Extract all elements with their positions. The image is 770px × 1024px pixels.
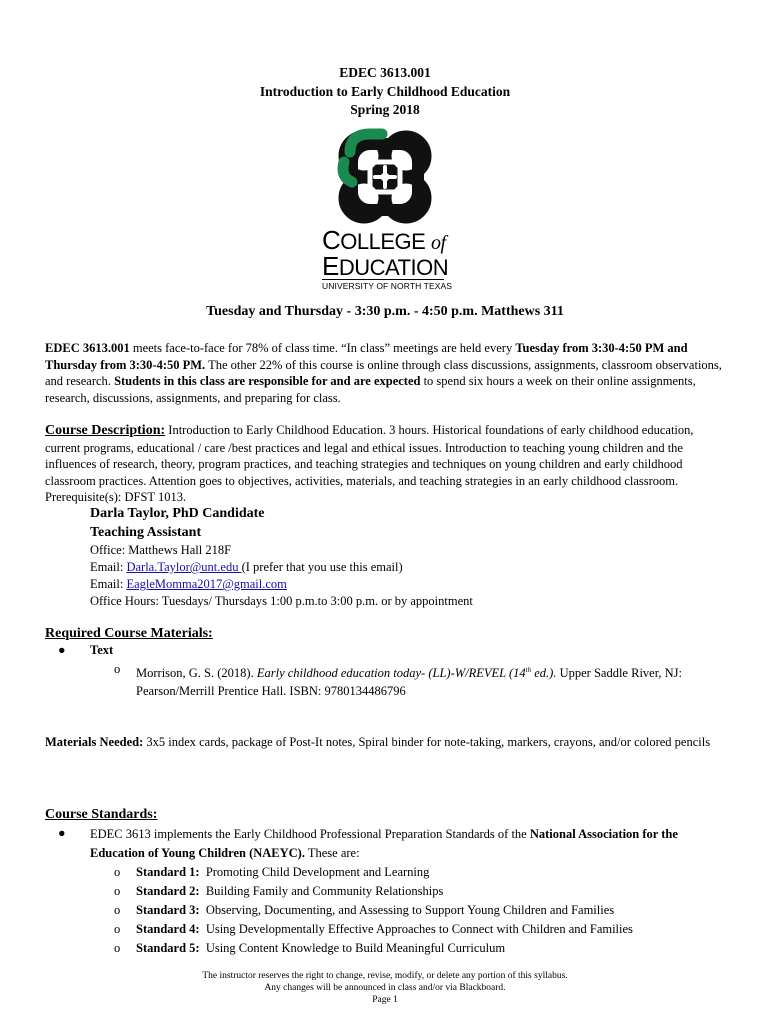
standard-item [136,883,443,899]
college-of-education-wordmark [322,225,453,292]
required-materials-heading-row [45,625,725,643]
meeting-time-line: Tuesday and Thursday - 3:30 p.m. - 4:50 p.m. Matthews 311 [206,304,564,319]
materials-needed-label: Materials Needed: [45,735,144,749]
materials-text-label: Text [90,643,114,657]
sub-bullet-icon: o [114,922,121,936]
ta-email1-link[interactable]: Darla.Taylor@unt.edu [126,560,242,574]
bullet-dot-icon: ● [58,643,66,657]
page-footer [0,970,770,1006]
course-standards-heading: Course Standards: [45,807,158,822]
required-materials-heading: Required Course Materials: [45,626,213,641]
intro-bold-2: Students in this class are responsible for and are expected [114,374,421,388]
materials-needed-paragraph [45,733,725,751]
ta-office: Office: Matthews Hall 218F [90,543,232,557]
book-title-end: ed.). [531,666,557,681]
standard-label: Standard 4: [136,922,200,936]
standard-text: Using Developmentally Effective Approaches to Connect with Children and Families [205,922,633,936]
wordmark-ducation: DUCATION [338,255,449,280]
standard-label: Standard 2: [136,884,200,898]
sub-bullet-icon: o [114,884,121,898]
ta-email1-note: (I prefer that you use this email) [241,560,403,574]
book-title: Early childhood education today- (LL)-W/REVEL (14 [256,666,526,681]
standard-item [136,921,633,937]
book-publisher: Upper Saddle River, NJ: Pearson/Merrill Prentice Hall. ISBN: 9780134486796 [136,666,682,699]
intro-paragraph [45,340,725,406]
standard-label: Standard 5: [136,941,200,955]
intro-text-1: meets face-to-face for 78% of class time. “In class” meetings are held every [129,341,516,355]
standard-item [136,902,614,918]
ta-office-hours: Office Hours: Tuesdays/ Thursdays 1:00 p.m.to 3:00 p.m. or by appointment [90,594,473,608]
intro-course-code: EDEC 3613.001 [45,341,130,355]
standards-intro [90,825,726,863]
book-edition-sup: th [525,666,532,674]
wordmark-university: UNIVERSITY OF NORTH TEXAS [322,281,453,291]
footer-line-2: Any changes will be announced in class and/or via Blackboard. [264,983,506,993]
standards-intro-end: These are: [304,846,360,860]
course-code-heading: EDEC 3613.001 [339,65,431,80]
ta-email1-label: Email: [90,560,127,574]
sub-bullet-icon: o [114,903,121,917]
intro-bold-1: Tuesday from 3:30-4:50 PM and Thursday from 3:30-4:50 PM. [45,341,688,372]
bullet-dot-icon: ● [58,826,66,840]
standard-text: Promoting Child Development and Learning [205,865,430,879]
course-title-heading: Introduction to Early Childhood Education [259,84,511,99]
standards-intro-text: EDEC 3613 implements the Early Childhood Professional Preparation Standards of the [90,827,530,841]
standard-text: Observing, Documenting, and Assessing to Support Young Children and Families [205,903,615,917]
textbook-citation [136,661,726,700]
materials-needed-text: 3x5 index cards, package of Post-It notes, Spiral binder for note-taking, markers, crayons, and/or colored pencils [143,735,711,749]
ta-email-line-2 [90,576,690,593]
ta-role: Teaching Assistant [90,525,202,540]
wordmark-e: E [322,251,339,281]
sub-bullet-icon: o [114,662,121,676]
page-number: Page 1 [372,995,398,1005]
standard-label: Standard 1: [136,865,200,879]
sub-bullet-icon: o [114,865,121,879]
standard-item [136,864,429,880]
standard-text: Using Content Knowledge to Build Meaningful Curriculum [205,941,506,955]
ta-email-line-1 [90,559,690,576]
course-description-heading: Course Description: [45,423,166,438]
intro-text-3: to spend six hours a week on their online assignments, research, discussions, assignments, and preparing for class. [45,374,696,405]
standard-item [136,940,505,956]
teaching-assistant-block [90,504,690,610]
course-standards-heading-row [45,806,725,824]
standards-intro-bold: National Association for the Education of Young Children (NAEYC). [90,827,678,860]
footer-line-1: The instructor reserves the right to change, revise, modify, or delete any portion of this syllabus. [202,971,568,981]
ta-email2-label: Email: [90,577,127,591]
wordmark-of: of [430,232,446,254]
course-description-text: Introduction to Early Childhood Education. 3 hours. Historical foundations of early childhood education, current programs, educational / care /best practices and legal and ethical issues. Introduction to teaching young children and the influences of research, theory, program practices, and teaching strategies and techniques on young children and early childhood classroom practices. Attention goes to objectives, activities, materials, and teaching strategies in an early childhood classroom. Prerequisite(s): DFST 1013. [45,423,694,504]
ta-email2-link[interactable]: EagleMomma2017@gmail.com [126,577,287,591]
college-knot-logo-icon [330,122,440,232]
course-description-paragraph [45,422,725,506]
intro-text-2: The other 22% of this course is online through class discussions, assignments, classroom observations, and research. [45,357,722,388]
book-author: Morrison, G. S. (2018). [136,666,257,681]
term-heading: Spring 2018 [350,102,420,117]
sub-bullet-icon: o [114,941,121,955]
ta-name: Darla Taylor, PhD Candidate [90,506,265,521]
standard-text: Building Family and Community Relationships [205,884,444,898]
wordmark-ollege: OLLEGE [340,229,426,254]
wordmark-c: C [322,225,341,255]
standard-label: Standard 3: [136,903,200,917]
